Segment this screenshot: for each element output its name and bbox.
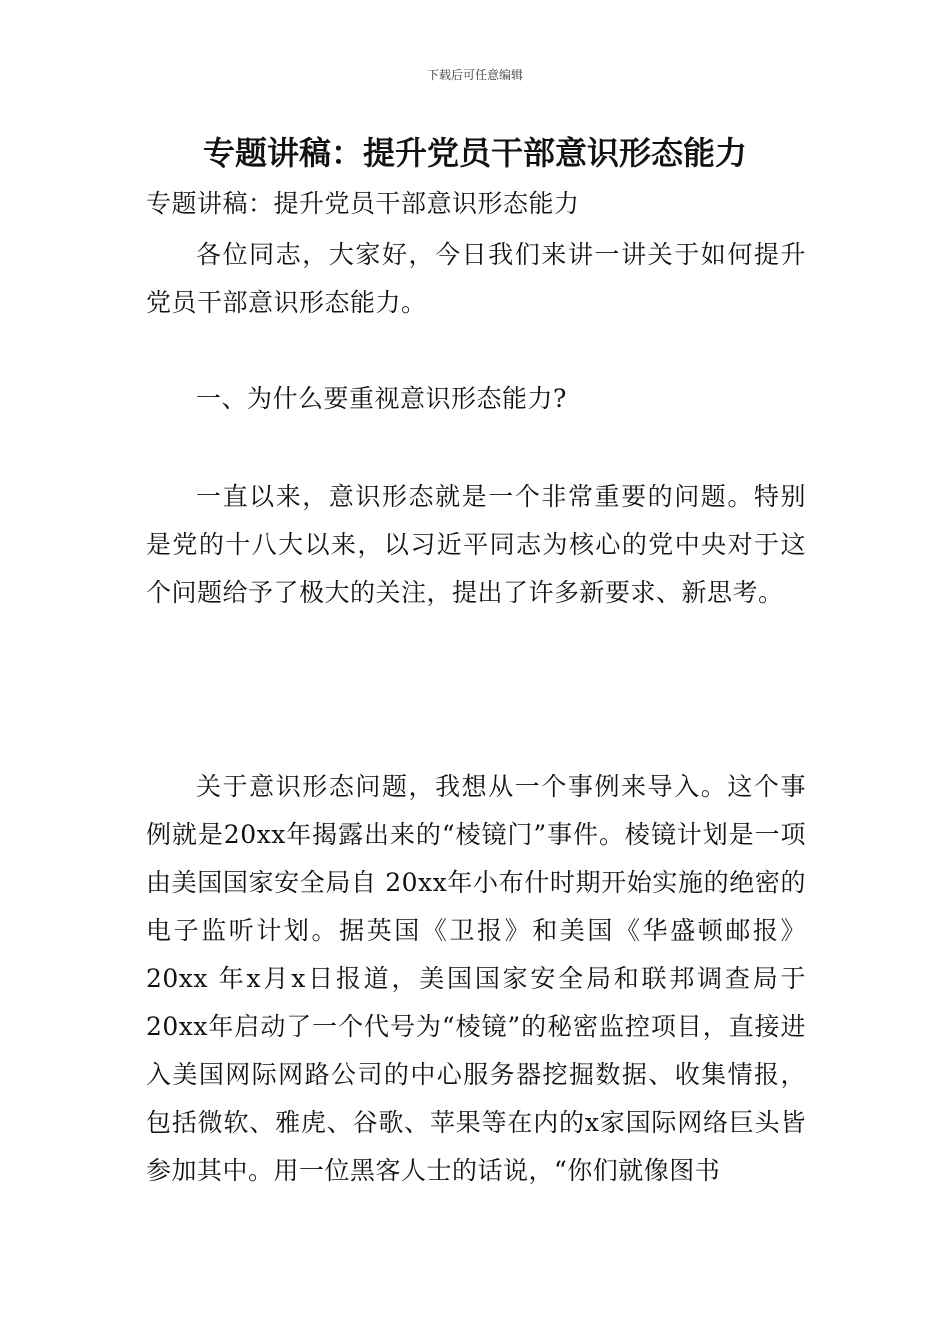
document-subtitle: 专题讲稿：提升党员干部意识形态能力 [146, 189, 580, 218]
body-paragraph-2: 关于意识形态问题，我想从一个事例来导入。这个事例就是20xx年揭露出来的“棱镜门”事件。棱镜计划是一项由美国国家安全局自 20xx年小布什时期开始实施的绝密的电子监听计划。据英国《卫报》和美国《华盛顿邮报》20xx 年x月x日报道，美国国家安全局和联邦调查局于 20xx年启动了一个代号为“棱镜”的秘密监控项目，直接进入美国网际网路公司的中心服务器挖掘数据、收集情报，包括微软、雅虎、谷歌、苹果等在内的x家国际网络巨头皆参加其中。用一位黑客人士的话说，“你们就像图书 [146, 772, 806, 1185]
header-note: 下载后可任意编辑 [426, 68, 523, 82]
document-title: 专题讲稿：提升党员干部意识形态能力 [202, 134, 747, 172]
document-body [146, 180, 806, 1195]
section-heading: 一、为什么要重视意识形态能力? [196, 384, 567, 413]
intro-paragraph: 各位同志，大家好，今日我们来讲一讲关于如何提升党员干部意识形态能力。 [146, 240, 806, 317]
body-paragraph-1: 一直以来，意识形态就是一个非常重要的问题。特别是党的十八大以来，以习近平同志为核心的党中央对于这个问题给予了极大的关注，提出了许多新要求、新思考。 [146, 482, 806, 607]
